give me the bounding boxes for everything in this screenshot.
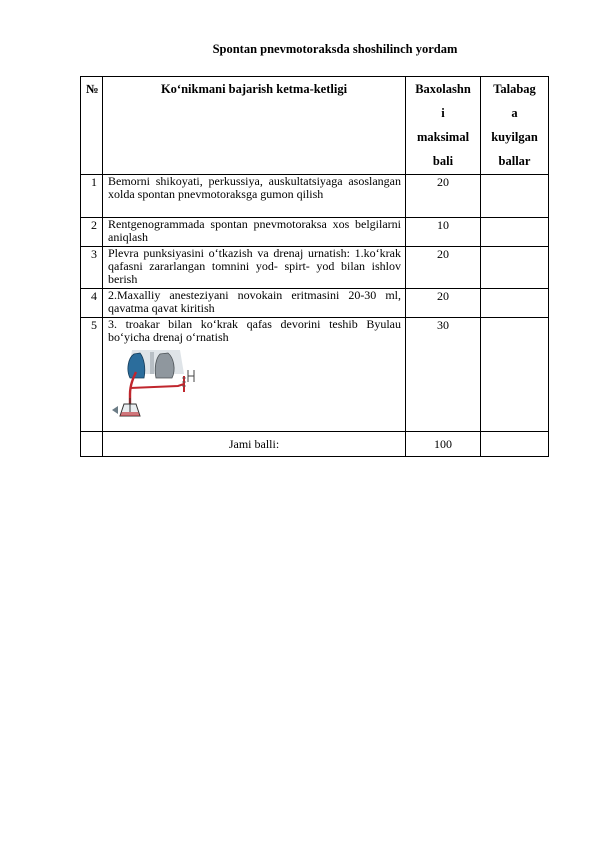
header-number: № <box>81 77 103 175</box>
table-row <box>81 289 549 318</box>
total-label: Jami balli: <box>103 432 406 457</box>
row-number: 2 <box>81 218 103 247</box>
max-score: 20 <box>406 247 481 289</box>
student-score-cell[interactable] <box>481 289 549 318</box>
step-text: 3. troakar bilan ko‘krak qafas devorini teshib Byulau bo‘yicha drenaj o‘rnatish <box>108 317 401 344</box>
total-value: 100 <box>406 432 481 457</box>
student-score-cell[interactable] <box>481 247 549 289</box>
total-row <box>81 432 549 457</box>
empty-cell <box>81 432 103 457</box>
skills-table <box>80 76 549 457</box>
step-text: 2.Maxalliy anesteziyani novokain eritmasini 20-30 ml, qavatma qavat kiritish <box>103 289 406 318</box>
step-cell <box>103 318 406 432</box>
row-number: 3 <box>81 247 103 289</box>
student-score-cell[interactable] <box>481 218 549 247</box>
step-text: Bemorni shikoyati, perkussiya, auskultatsiyaga asoslangan xolda spontan pnevmotoraksga gumon qilish <box>103 175 406 218</box>
row-number: 4 <box>81 289 103 318</box>
header-student-score: Talabag a kuyilgan ballar <box>481 77 549 175</box>
header-steps: Ko‘nikmani bajarish ketma-ketligi <box>103 77 406 175</box>
max-score: 20 <box>406 289 481 318</box>
max-score: 10 <box>406 218 481 247</box>
table-header-row <box>81 77 549 175</box>
bulau-drainage-illustration <box>110 348 202 418</box>
max-score: 20 <box>406 175 481 218</box>
page-title: Spontan pnevmotoraksda shoshilinch yordam <box>212 42 458 56</box>
student-score-cell[interactable] <box>481 175 549 218</box>
student-score-cell[interactable] <box>481 318 549 432</box>
table-row <box>81 247 549 289</box>
header-max-score: Baxolashn i maksimal bali <box>406 77 481 175</box>
row-number: 5 <box>81 318 103 432</box>
step-text: Rentgenogrammada spontan pnevmotoraksa xos belgilarni aniqlash <box>103 218 406 247</box>
student-total-cell[interactable] <box>481 432 549 457</box>
table-row <box>81 175 549 218</box>
step-text: Plevra punksiyasini o‘tkazish va drenaj urnatish: 1.ko‘krak qafasni zararlangan tomnini yod- spirt- yod bilan ishlov berish <box>103 247 406 289</box>
max-score: 30 <box>406 318 481 432</box>
table-row <box>81 218 549 247</box>
table-row <box>81 318 549 432</box>
row-number: 1 <box>81 175 103 218</box>
